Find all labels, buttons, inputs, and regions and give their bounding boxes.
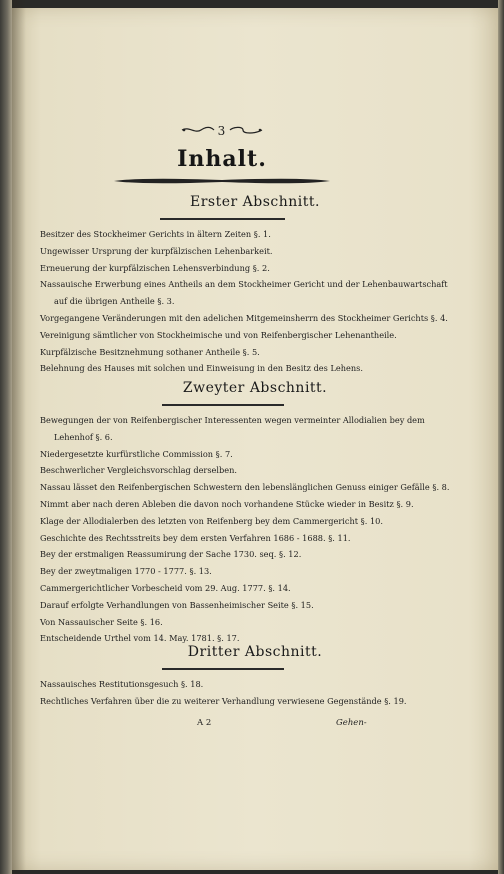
list-item: Bey der zweytmaligen 1770 - 1777. §. 13. [40,566,212,577]
list-item: Geschichte des Rechtsstreits bey dem ersten Verfahren 1686 - 1688. §. 11. [40,532,351,543]
signature-mark: A 2 [197,718,212,728]
list-item: Erneuerung der kurpfälzischen Lehensverbindung §. 2. [40,262,270,273]
section-rule-3 [162,668,284,670]
list-item: Nassau lässet den Reifenbergischen Schwestern den lebenslänglichen Genuss einiger Gefälle §. 8. [40,482,450,493]
list-item: Rechtliches Verfahren über die zu weiterer Verhandlung verwiesene Gegenstände §. 19. [40,695,407,706]
list-item: Entscheidende Urthel vom 14. May. 1781. §. 17. [40,633,240,644]
catchword: Gehen- [336,718,367,728]
right-flourish-ornament [229,124,263,138]
section-heading-2: Zweyter Abschnitt. [182,380,328,396]
list-item: Nassauische Erwerbung eines Antheils an dem Stockheimer Gericht und der Lehenbauwartschaft auf die übrigen Antheile §. 3. [40,279,448,307]
page-header [172,124,272,144]
list-item: Bewegungen der von Reifenbergischer Interessenten wegen vermeinter Allodialien bey dem Lehenhof §. 6. [40,415,425,442]
list-item: Bey der erstmaligen Reassumirung der Sache 1730. seq. §. 12. [40,549,302,560]
list-item: Ungewisser Ursprung der kurpfälzischen Lehenbarkeit. [40,245,273,256]
section-heading-3: Dritter Abschnitt. [187,644,323,660]
section-rule-1 [160,218,285,220]
section-2-list [40,412,450,647]
page-number: 3 [217,124,226,138]
list-item: Kurpfälzische Besitznehmung sothaner Antheile §. 5. [40,346,260,357]
list-item: Nimmt aber nach deren Ableben die davon noch vorhandene Stücke wieder in Besitz §. 9. [40,498,414,509]
gutter-shadow [12,0,26,874]
section-heading-1: Erster Abschnitt. [190,194,320,210]
list-item: Belehnung des Hauses mit solchen und Einweisung in den Besitz des Lehens. [40,363,363,374]
section-rule-2 [162,404,284,406]
page-footer [12,718,498,732]
book-binding-left [0,0,12,874]
title-ornament-rule [112,176,332,186]
left-flourish-ornament [181,124,218,138]
list-item: Beschwerlicher Vergleichsvorschlag derselben. [40,465,237,476]
book-page [12,8,498,870]
page-title: Inhalt. [177,146,267,172]
list-item: Nassauisches Restitutionsgesuch §. 18. [40,679,204,689]
section-3-list [40,676,407,710]
list-item: Vereinigung sämtlicher von Stockheimische und von Reifenbergischer Lehenantheile. [40,329,397,340]
section-1-list [40,226,448,377]
list-item: Cammergerichtlicher Vorbescheid vom 29. Aug. 1777. §. 14. [40,582,291,593]
list-item: Von Nassauischer Seite §. 16. [40,616,163,627]
list-item: Niedergesetzte kurfürstliche Commission §. 7. [40,448,233,459]
list-item: Klage der Allodialerben des letzten von Reifenberg bey dem Cammergericht §. 10. [40,515,383,526]
list-item: Vorgegangene Veränderungen mit den adelichen Mitgemeinsherrn des Stockheimer Gerichts §. 4. [40,312,448,323]
list-item: Darauf erfolgte Verhandlungen von Bassenheimischer Seite §. 15. [40,599,314,610]
book-binding-right [498,0,504,874]
list-item: Besitzer des Stockheimer Gerichts in ältern Zeiten §. 1. [40,229,271,239]
